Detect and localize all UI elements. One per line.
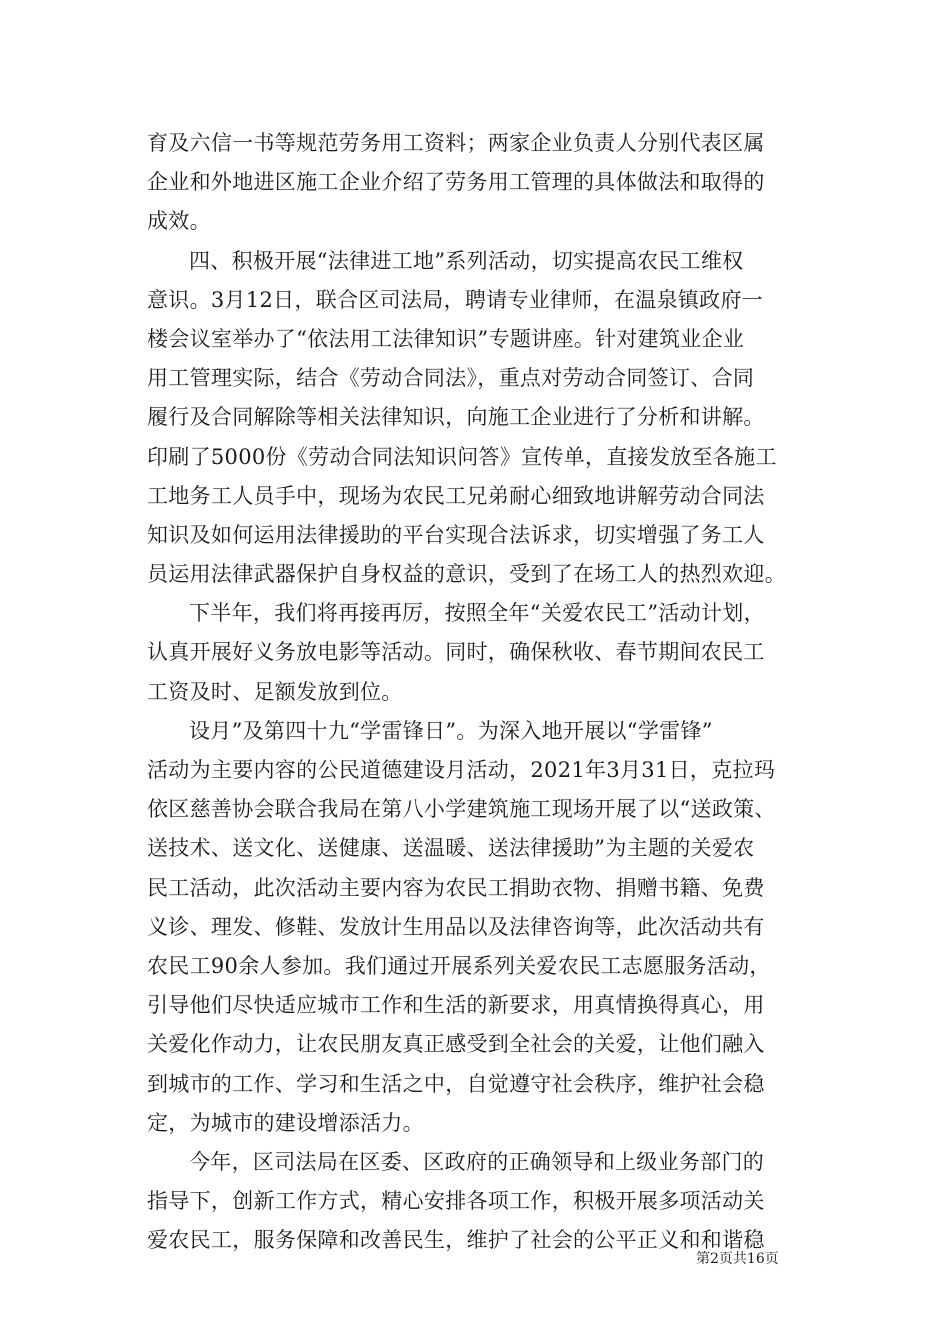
text-line: 引导他们尽快适应城市工作和生活的新要求，用真情换得真心，用 xyxy=(147,993,765,1018)
text-line: 送技术、送文化、送健康、送温暖、送法律援助”为主题的关爱农 xyxy=(147,836,755,861)
text-line: 四、积极开展“法律进工地”系列活动，切实提高农民工维权 xyxy=(189,248,744,273)
text-line: 指导下，创新工作方式，精心安排各项工作，积极开展多项活动关 xyxy=(147,1189,765,1214)
text-line: 农民工90余人参加。我们通过开展系列关爱农民工志愿服务活动， xyxy=(147,953,771,978)
page-number: 第2页共16页 xyxy=(696,1251,779,1267)
text-line: 育及六信一书等规范劳务用工资料；两家企业负责人分别代表区属 xyxy=(147,131,765,155)
text-line: 印刷了5000份《劳动合同法知识问答》宣传单，直接发放至各施工 xyxy=(147,444,777,469)
body-text xyxy=(147,124,817,1260)
text-line: 到城市的工作、学习和生活之中，自觉遵守社会秩序，维护社会稳 xyxy=(147,1071,765,1096)
text-line: 依区慈善协会联合我局在第八小学建筑施工现场开展了以“送政策、 xyxy=(147,797,776,822)
text-line: 知识及如何运用法律援助的平台实现合法诉求，切实增强了务工人 xyxy=(147,522,765,547)
text-line: 意识。3月12日，联合区司法局，聘请专业律师，在温泉镇政府一 xyxy=(147,287,764,312)
text-line: 民工活动，此次活动主要内容为农民工捐助衣物、捐赠书籍、免费 xyxy=(147,875,765,900)
text-line: 爱农民工，服务保障和改善民生，维护了社会的公平正义和和谐稳 xyxy=(147,1228,765,1253)
text-line: 今年，区司法局在区委、区政府的正确领导和上级业务部门的 xyxy=(189,1149,765,1174)
text-line: 员运用法律武器保护自身权益的意识，受到了在场工人的热烈欢迎。 xyxy=(147,562,786,587)
text-line: 用工管理实际，结合《劳动合同法》，重点对劳动合同签订、合同 xyxy=(147,366,755,391)
text-line: 楼会议室举办了“依法用工法律知识”专题讲座。针对建筑业企业 xyxy=(147,326,745,351)
text-line: 定，为城市的建设增添活力。 xyxy=(147,1110,424,1135)
text-line: 工地务工人员手中，现场为农民工兄弟耐心细致地讲解劳动合同法 xyxy=(147,483,765,508)
text-line: 关爱化作动力，让农民朋友真正感受到全社会的关爱，让他们融入 xyxy=(147,1032,765,1057)
text-line: 下半年，我们将再接再厉，按照全年“关爱农民工”活动计划， xyxy=(189,601,765,626)
text-line: 成效。 xyxy=(147,209,211,234)
text-line: 设月”及第四十九“学雷锋日”。为深入地开展以“学雷锋” xyxy=(189,718,713,743)
text-line: 履行及合同解除等相关法律知识，向施工企业进行了分析和讲解。 xyxy=(147,405,765,430)
text-line: 义诊、理发、修鞋、发放计生用品以及法律咨询等，此次活动共有 xyxy=(147,914,765,939)
text-line: 认真开展好义务放电影等活动。同时，确保秋收、春节期间农民工 xyxy=(147,640,765,665)
text-line: 企业和外地进区施工企业介绍了劳务用工管理的具体做法和取得的 xyxy=(147,170,765,195)
text-line: 工资及时、足额发放到位。 xyxy=(147,679,403,704)
text-line: 活动为主要内容的公民道德建设月活动，2021年3月31日，克拉玛 xyxy=(147,758,776,782)
